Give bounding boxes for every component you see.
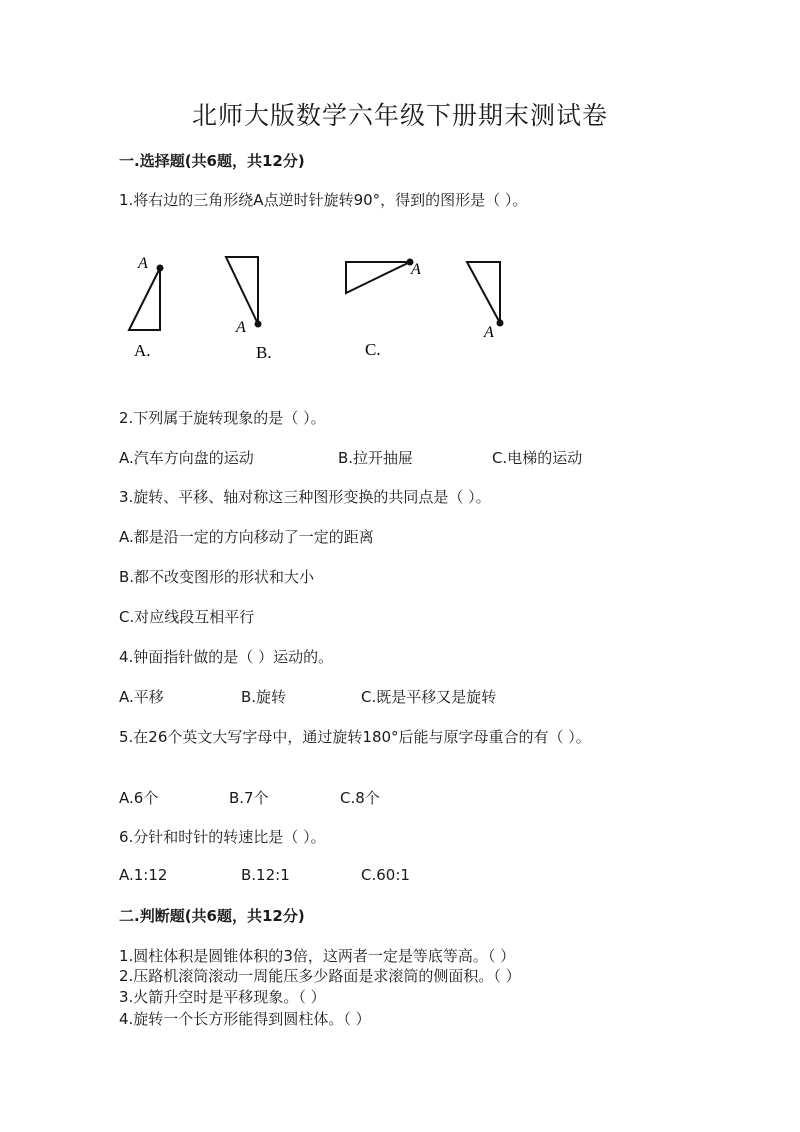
question-3-text: 3.旋转、平移、轴对称这三种图形变换的共同点是（ ）。 bbox=[119, 488, 491, 506]
true-false-item-3: 3.火箭升空时是平移现象。（ ） bbox=[119, 988, 326, 1006]
option-c-triangle bbox=[346, 259, 421, 294]
question-5-option-a: A.6个 bbox=[119, 789, 159, 807]
question-2-option-a: A.汽车方向盘的运动 bbox=[119, 449, 254, 467]
question-6-text: 6.分针和时针的转速比是（ ）。 bbox=[119, 828, 326, 846]
original-triangle bbox=[467, 262, 504, 341]
question-6-option-a: A.1:12 bbox=[119, 866, 168, 884]
true-false-item-1: 1.圆柱体积是圆锥体积的3倍，这两者一定是等底等高。（ ） bbox=[119, 947, 516, 965]
question-2-option-c: C.电梯的运动 bbox=[492, 449, 583, 467]
true-false-item-4: 4.旋转一个长方形能得到圆柱体。（ ） bbox=[119, 1010, 371, 1028]
option-b-triangle bbox=[226, 257, 262, 336]
question-4-option-a: A.平移 bbox=[119, 688, 164, 706]
question-5-option-b: B.7个 bbox=[229, 789, 269, 807]
question-4-text: 4.钟面指针做的是（ ）运动的。 bbox=[119, 648, 334, 666]
point-a-label-option-c: A bbox=[411, 261, 421, 278]
option-c-label: C. bbox=[365, 340, 381, 359]
question-4-option-c: C.既是平移又是旋转 bbox=[361, 688, 497, 706]
page-title: 北师大版数学六年级下册期末测试卷 bbox=[191, 101, 608, 130]
question-4-option-b: B.旋转 bbox=[241, 688, 287, 706]
question-6-option-c: C.60:1 bbox=[361, 866, 410, 884]
question-3-option-a: A.都是沿一定的方向移动了一定的距离 bbox=[119, 528, 374, 546]
question-2-option-b: B.拉开抽屉 bbox=[338, 449, 414, 467]
question-1-text: 1.将右边的三角形绕A点逆时针旋转90°，得到的图形是（ ）。 bbox=[119, 191, 528, 209]
true-false-item-2: 2.压路机滚筒滚动一周能压多少路面是求滚筒的侧面积。（ ） bbox=[119, 967, 521, 985]
section-heading-true-false: 二.判断题(共6题，共12分) bbox=[119, 907, 305, 925]
point-a-label-option-b: A bbox=[236, 319, 246, 336]
question-3-option-b: B.都不改变图形的形状和大小 bbox=[119, 568, 315, 586]
point-a-label-original: A bbox=[484, 324, 494, 341]
option-b-label: B. bbox=[256, 343, 272, 362]
section-heading-choice: 一.选择题(共6题，共12分) bbox=[119, 152, 305, 170]
point-a-label-option-a: A bbox=[138, 255, 148, 272]
question-5-text: 5.在26个英文大写字母中，通过旋转180°后能与原字母重合的有（ ）。 bbox=[119, 728, 591, 746]
question-3-option-c: C.对应线段互相平行 bbox=[119, 608, 255, 626]
option-a-label: A. bbox=[134, 341, 151, 360]
question-5-option-c: C.8个 bbox=[340, 789, 380, 807]
option-a-triangle bbox=[129, 255, 164, 330]
question-2-text: 2.下列属于旋转现象的是（ ）。 bbox=[119, 409, 326, 427]
question-6-option-b: B.12:1 bbox=[241, 866, 290, 884]
